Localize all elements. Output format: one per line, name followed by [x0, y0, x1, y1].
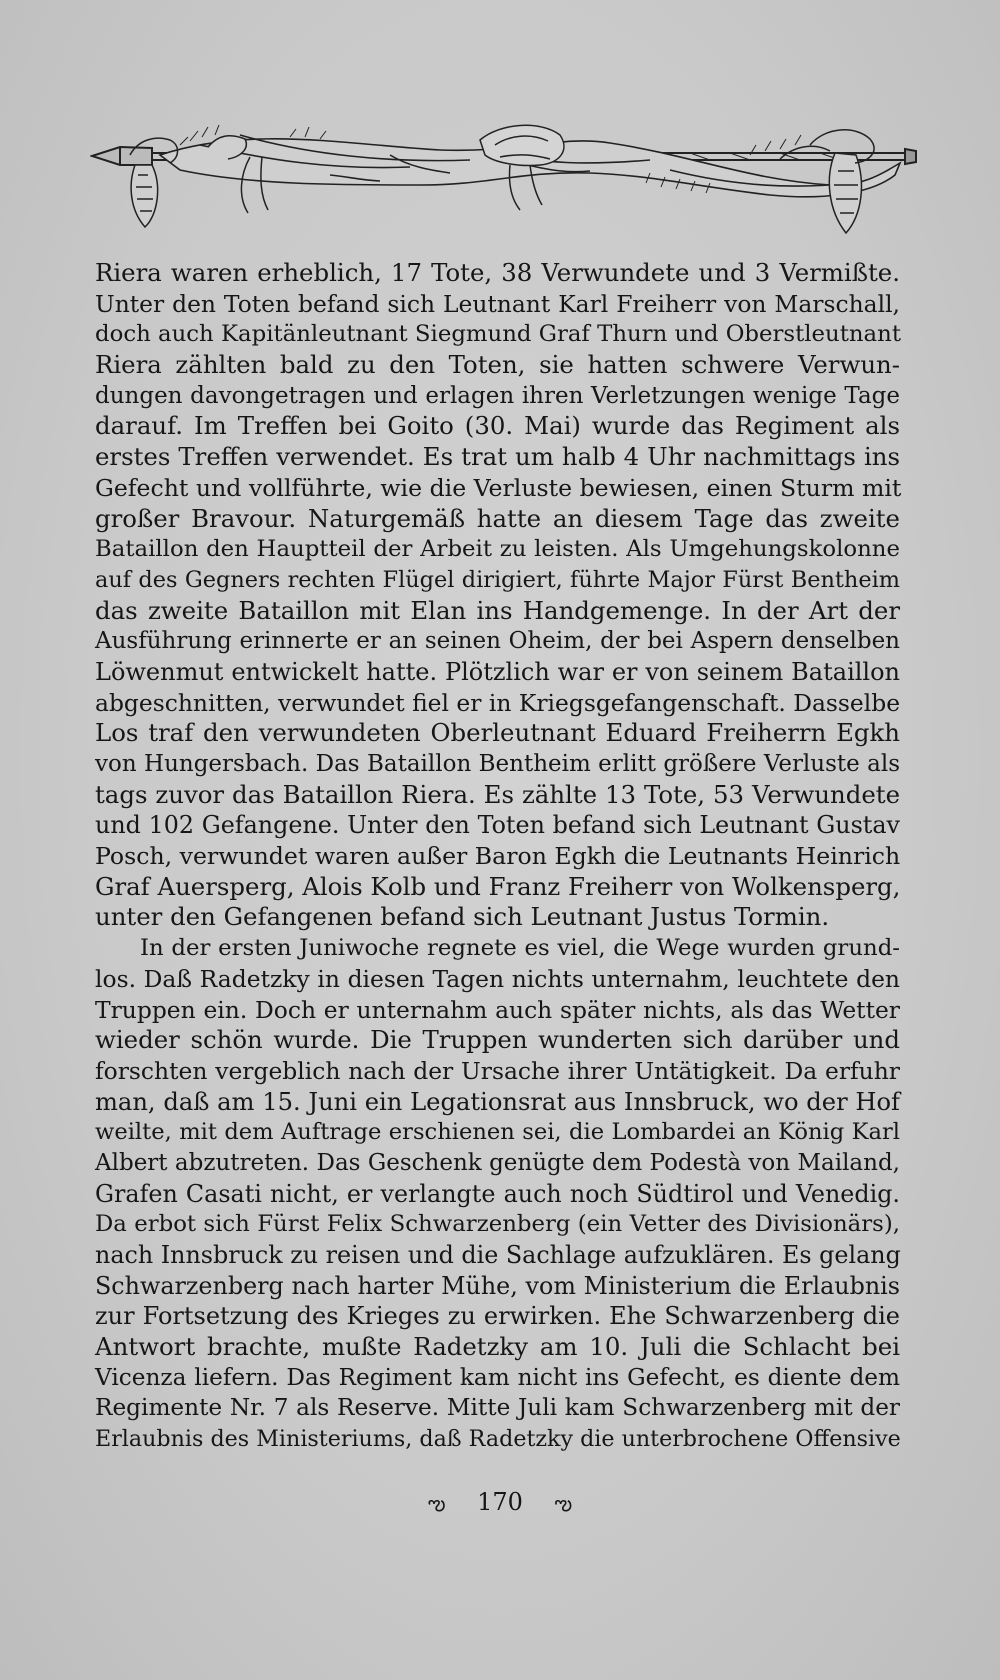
text-line: Bataillon den Hauptteil der Arbeit zu leisten. Als Umgehungskolonne	[95, 536, 900, 563]
text-line: zur Fortsetzung des Krieges zu erwirken. Ehe Schwarzenberg die	[95, 1302, 900, 1331]
text-line: Los traf den verwundeten Oberleutnant Eduard Freiherrn Egkh	[95, 718, 900, 748]
text-line: Schwarzenberg nach harter Mühe, vom Ministerium die Erlaubnis	[95, 1271, 900, 1300]
text-line: Da erbot sich Fürst Felix Schwarzenberg (ein Vetter des Divisionärs),	[95, 1211, 900, 1238]
text-line: erstes Treffen verwendet. Es trat um halb 4 Uhr nachmittags ins	[95, 442, 900, 472]
text-line: Unter den Toten befand sich Leutnant Karl Freiherr von Marschall,	[95, 289, 900, 318]
text-line: Vicenza liefern. Das Regiment kam nicht ins Gefecht, es diente dem	[95, 1363, 900, 1391]
text-line: Riera zählten bald zu den Toten, sie hatten schwere Verwun-	[95, 350, 900, 380]
text-line: In der ersten Juniwoche regnete es viel, die Wege wurden grund-	[140, 935, 900, 962]
text-line: wieder schön wurde. Die Truppen wunderten sich darüber und	[95, 1025, 900, 1055]
text-line: Posch, verwundet waren außer Baron Egkh die Leutnants Heinrich	[95, 842, 901, 871]
text-line: Regimente Nr. 7 als Reserve. Mitte Juli kam Schwarzenberg mit der	[95, 1394, 900, 1422]
text-line: forschten vergeblich nach der Ursache ihrer Untätigkeit. Da erfuhr	[95, 1056, 900, 1085]
text-line: Graf Auersperg, Alois Kolb und Franz Freiherr von Wolkensperg,	[95, 871, 901, 901]
page-number-line	[0, 1488, 1000, 1520]
page-number: 170	[477, 1488, 523, 1516]
text-line: Truppen ein. Doch er unternahm auch später nichts, als das Wetter	[95, 995, 900, 1024]
text-line: Gefecht und vollführte, wie die Verluste bewiesen, einen Sturm mit	[95, 473, 902, 502]
text-line: Erlaubnis des Ministeriums, daß Radetzky die unterbrochene Offensive	[95, 1426, 901, 1453]
text-line: und 102 Gefangene. Unter den Toten befand sich Leutnant Gustav	[95, 811, 900, 840]
text-line: weilte, mit dem Auftrage erschienen sei, die Lombardei an König Karl	[95, 1119, 900, 1146]
text-line: großer Bravour. Naturgemäß hatte an diesem Tage das zweite	[95, 503, 900, 533]
text-line: darauf. Im Treffen bei Goito (30. Mai) wurde das Regiment als	[95, 411, 900, 441]
text-line: auf des Gegners rechten Flügel dirigiert, führte Major Fürst Bentheim	[95, 566, 900, 593]
text-line: dungen davongetragen und erlagen ihren Verletzungen wenige Tage	[95, 382, 900, 409]
text-line: von Hungersbach. Das Bataillon Bentheim erlitt größere Verluste als	[95, 751, 900, 777]
body-text	[95, 258, 900, 1455]
text-line: doch auch Kapitänleutnant Siegmund Graf Thurn und Oberstleutnant	[95, 321, 901, 348]
text-line: man, daß am 15. Juni ein Legationsrat aus Innsbruck, wo der Hof	[95, 1087, 900, 1116]
text-line: unter den Gefangenen befand sich Leutnant Justus Tormin.	[95, 902, 830, 932]
text-line: nach Innsbruck zu reisen und die Sachlage aufzuklären. Es gelang	[95, 1241, 901, 1269]
left-folio-ornament-icon: ఌ	[427, 1491, 446, 1515]
text-line: Antwort brachte, mußte Radetzky am 10. Juli die Schlacht bei	[95, 1332, 900, 1362]
garland-on-spear-ornament	[90, 115, 920, 240]
text-line: Riera waren erheblich, 17 Tote, 38 Verwundete und 3 Vermißte.	[95, 258, 900, 287]
text-line: abgeschnitten, verwundet fiel er in Kriegsgefangenschaft. Dasselbe	[95, 688, 901, 717]
text-line: Grafen Casati nicht, er verlangte auch noch Südtirol und Venedig.	[95, 1179, 900, 1208]
text-line: Löwenmut entwickelt hatte. Plötzlich war er von seinem Bataillon	[95, 657, 900, 686]
text-line: das zweite Bataillon mit Elan ins Handgemenge. In der Art der	[95, 595, 900, 625]
text-line: tags zuvor das Bataillon Riera. Es zählte 13 Tote, 53 Verwundete	[95, 779, 900, 809]
text-line: Ausführung erinnerte er an seinen Oheim, der bei Aspern denselben	[95, 628, 900, 655]
text-line: los. Daß Radetzky in diesen Tagen nichts unternahm, leuchtete den	[95, 964, 900, 993]
right-folio-ornament-icon: ఌ	[554, 1491, 573, 1515]
text-line: Albert abzutreten. Das Geschenk genügte dem Podestà von Mailand,	[95, 1149, 900, 1176]
paragraph	[95, 258, 900, 933]
paragraph	[95, 933, 900, 1455]
